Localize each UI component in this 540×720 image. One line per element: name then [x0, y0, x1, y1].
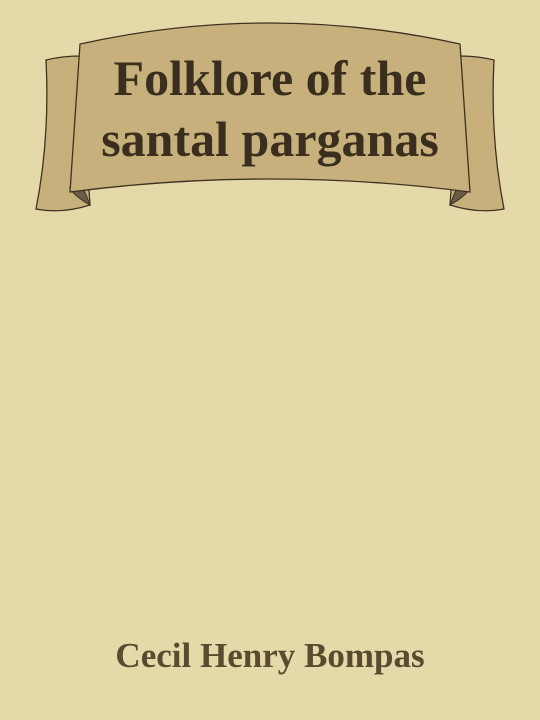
- book-title: [70, 48, 470, 170]
- book-title-line-1: Folklore of the: [113, 50, 427, 106]
- book-author: Cecil Henry Bompas: [115, 636, 425, 675]
- book-title-line-2: santal parganas: [101, 111, 439, 167]
